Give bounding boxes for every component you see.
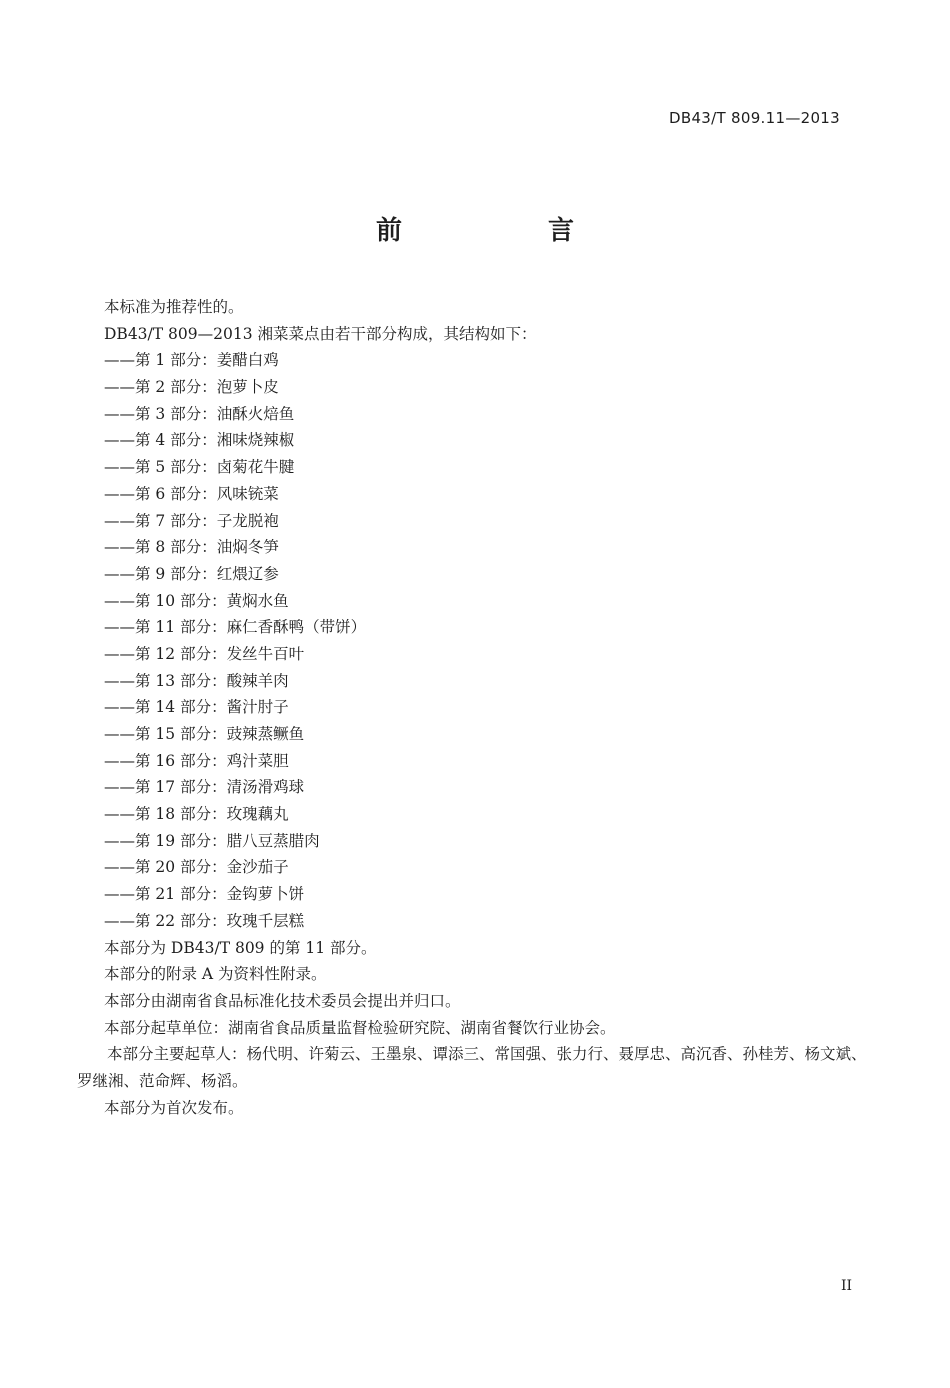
parts-list (77, 347, 867, 934)
list-item: ——第 14 部分：酱汁肘子 (104, 698, 289, 717)
paragraph-intro-1: 本标准为推荐性的。 (104, 298, 244, 316)
list-item: ——第 8 部分：油焖冬笋 (104, 538, 279, 557)
list-item: ——第 15 部分：豉辣蒸鳜鱼 (104, 725, 305, 743)
list-item: ——第 16 部分：鸡汁菜胆 (104, 751, 289, 770)
list-item: ——第 12 部分：发丝牛百叶 (104, 644, 305, 663)
paragraph-closing-4: 本部分起草单位：湖南省食品质量监督检验研究院、湖南省餐饮行业协会。 (104, 1018, 616, 1037)
list-item: ——第 19 部分：腊八豆蒸腊肉 (104, 831, 320, 850)
list-item: ——第 7 部分：子龙脱袍 (104, 511, 279, 530)
list-item: ——第 20 部分：金沙茄子 (104, 858, 289, 877)
list-item: ——第 2 部分：泡萝卜皮 (104, 378, 279, 397)
list-item: ——第 18 部分：玫瑰藕丸 (104, 805, 289, 824)
list-item: ——第 17 部分：清汤滑鸡球 (104, 778, 305, 797)
paragraph-closing-1: 本部分为 DB43/T 809 的第 11 部分。 (104, 938, 377, 957)
list-item: ——第 21 部分：金钩萝卜饼 (104, 885, 305, 904)
list-item: ——第 3 部分：油酥火焙鱼 (104, 404, 295, 423)
list-item: ——第 22 部分：玫瑰千层糕 (104, 911, 305, 930)
list-item: ——第 4 部分：湘味烧辣椒 (104, 431, 295, 450)
document-code: DB43/T 809.11—2013 (669, 109, 840, 127)
list-item: ——第 1 部分：姜醋白鸡 (104, 351, 279, 370)
paragraph-final: 本部分为首次发布。 (104, 1098, 244, 1117)
paragraph-intro-2: DB43/T 809—2013 湘菜菜点由若干部分构成，其结构如下： (104, 324, 537, 343)
paragraph-drafters: 本部分主要起草人：杨代明、许菊云、王墨泉、谭添三、常国强、张力行、聂厚忠、高沉香、孙桂芳、杨文斌、罗继湘、范命辉、杨滔。 (77, 1045, 867, 1090)
foreword-body (77, 294, 867, 1121)
list-item: ——第 5 部分：卤菊花牛腱 (104, 458, 295, 477)
paragraph-closing-3: 本部分由湖南省食品标准化技术委员会提出并归口。 (104, 991, 461, 1010)
list-item: ——第 9 部分：红煨辽参 (104, 564, 279, 583)
list-item: ——第 11 部分：麻仁香酥鸭（带饼） (104, 618, 367, 637)
page-title: 前 言 (375, 216, 634, 246)
list-item: ——第 10 部分：黄焖水鱼 (104, 591, 289, 610)
list-item: ——第 6 部分：风味铳菜 (104, 484, 279, 503)
paragraph-closing-2: 本部分的附录 A 为资料性附录。 (104, 965, 327, 984)
page-number: II (840, 1278, 852, 1294)
list-item: ——第 13 部分：酸辣羊肉 (104, 671, 289, 690)
